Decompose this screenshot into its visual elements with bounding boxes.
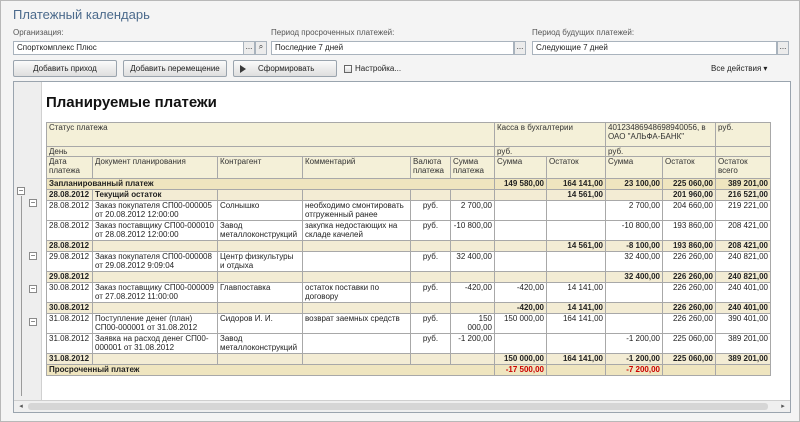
cell-bank-balance: 225 060,00 — [663, 334, 716, 354]
col-balance-total: Остаток всего — [716, 157, 771, 179]
col-document: Документ планирования — [93, 157, 218, 179]
cell-contractor — [218, 303, 303, 314]
cell-amount — [451, 354, 495, 365]
play-icon — [240, 65, 246, 73]
overdue-label: Период просроченных платежей: — [271, 28, 395, 37]
grouping-gutter — [14, 82, 42, 400]
generate-button[interactable] — [233, 60, 337, 77]
cell-contractor: Завод металлоконструкций — [218, 334, 303, 354]
org-label: Организация: — [13, 28, 64, 37]
cell-cash-balance — [547, 201, 606, 221]
cell-document: Заказ поставщику СП00-000010 от 28.08.2012 12:00:00 — [93, 221, 218, 241]
col-blank — [716, 147, 771, 157]
cell-currency — [411, 241, 451, 252]
col-bank-sum: Сумма — [606, 157, 663, 179]
cell-bank-balance: 193 860,00 — [663, 221, 716, 241]
collapse-icon[interactable]: − — [18, 186, 24, 195]
cell-document: Заказ поставщику СП00-000009 от 27.08.2012 11:00:00 — [93, 283, 218, 303]
cell-comment — [303, 303, 411, 314]
cell-bank-sum: 32 400,00 — [606, 272, 663, 283]
cell-document: Текущий остаток — [93, 190, 218, 201]
group-row[interactable] — [47, 190, 771, 201]
cell-cash-sum: 150 000,00 — [495, 354, 547, 365]
cell-bank-balance: 204 660,00 — [663, 201, 716, 221]
cell-balance-total: 208 421,00 — [716, 221, 771, 241]
cell-contractor: Завод металлоконструкций — [218, 221, 303, 241]
cell-contractor: Центр физкультуры и отдыха — [218, 252, 303, 272]
col-rub: руб. — [716, 123, 771, 147]
window-title: Платежный календарь — [13, 7, 150, 22]
cell-currency: руб. — [411, 334, 451, 354]
cell-cash-balance — [547, 272, 606, 283]
cell-date: 28.08.2012 — [47, 221, 93, 241]
report-area — [13, 81, 791, 413]
cell-currency — [411, 272, 451, 283]
group-row[interactable] — [47, 303, 771, 314]
cell-contractor — [218, 354, 303, 365]
cell-document — [93, 241, 218, 252]
collapse-icon[interactable]: − — [30, 251, 36, 260]
cell-currency: руб. — [411, 283, 451, 303]
col-amount: Сумма платежа — [451, 157, 495, 179]
scroll-thumb[interactable] — [28, 403, 768, 410]
select-icon: ... — [516, 42, 524, 51]
cell-balance-total: 389 201,00 — [716, 179, 771, 190]
cell-cash-sum: -17 500,00 — [495, 365, 547, 376]
cell-comment — [303, 354, 411, 365]
cell-balance-total: 389 201,00 — [716, 354, 771, 365]
table-row[interactable] — [47, 314, 771, 334]
future-label: Период будущих платежей: — [532, 28, 635, 37]
cell-amount: 32 400,00 — [451, 252, 495, 272]
group-row[interactable] — [47, 272, 771, 283]
col-cash-balance: Остаток — [547, 157, 606, 179]
cell-bank-balance: 225 060,00 — [663, 179, 716, 190]
settings-icon — [344, 65, 352, 73]
cell-amount: -420,00 — [451, 283, 495, 303]
table-row[interactable] — [47, 221, 771, 241]
cell-balance-total: 240 401,00 — [716, 283, 771, 303]
group-label: Запланированный платеж — [47, 179, 495, 190]
cell-cash-balance: 164 141,00 — [547, 314, 606, 334]
cell-cash-sum — [495, 190, 547, 201]
cell-cash-balance: 164 141,00 — [547, 354, 606, 365]
scroll-right-icon[interactable]: ▸ — [781, 403, 785, 410]
cell-bank-balance: 226 260,00 — [663, 283, 716, 303]
cell-bank-balance: 226 260,00 — [663, 314, 716, 334]
group-row[interactable] — [47, 354, 771, 365]
group-row[interactable] — [47, 241, 771, 252]
org-search-button[interactable] — [255, 41, 267, 55]
cell-comment — [303, 334, 411, 354]
cell-document — [93, 354, 218, 365]
generate-button-label: Сформировать — [258, 64, 315, 73]
cell-balance-total — [716, 365, 771, 376]
cell-bank-sum: 2 700,00 — [606, 201, 663, 221]
group-row[interactable] — [47, 365, 771, 376]
cell-balance-total: 208 421,00 — [716, 241, 771, 252]
cell-document: Заказ покупателя СП00-000005 от 20.08.2012 12:00:00 — [93, 201, 218, 221]
cell-amount: -10 800,00 — [451, 221, 495, 241]
header-row-day — [47, 147, 771, 157]
cell-cash-sum — [495, 221, 547, 241]
all-actions-menu[interactable] — [711, 60, 767, 77]
cell-cash-balance: 14 141,00 — [547, 283, 606, 303]
group-label: Просроченный платеж — [47, 365, 495, 376]
header-row-status — [47, 123, 771, 147]
cell-amount: 150 000,00 — [451, 314, 495, 334]
col-date: Дата платежа — [47, 157, 93, 179]
cell-cash-sum: 150 000,00 — [495, 314, 547, 334]
search-icon: ⌕ — [258, 42, 264, 51]
cell-document: Заявка на расход денег СП00-000001 от 31.08.2012 — [93, 334, 218, 354]
tree-line — [21, 196, 22, 396]
cell-comment — [303, 190, 411, 201]
cell-currency: руб. — [411, 201, 451, 221]
col-bank: 40123486948698940056, в ОАО "АЛЬФА-БАНК" — [606, 123, 716, 147]
future-field[interactable]: Следующие 7 дней — [532, 41, 777, 55]
cell-cash-balance — [547, 334, 606, 354]
cell-cash-balance: 14 141,00 — [547, 303, 606, 314]
cell-cash-sum — [495, 272, 547, 283]
cell-comment: возврат заемных средств — [303, 314, 411, 334]
cell-bank-sum — [606, 190, 663, 201]
col-comment: Комментарий — [303, 157, 411, 179]
cell-bank-balance — [663, 365, 716, 376]
overdue-select-button[interactable] — [514, 41, 526, 55]
cell-currency — [411, 190, 451, 201]
cell-date: 28.08.2012 — [47, 241, 93, 252]
cell-bank-sum — [606, 303, 663, 314]
cell-cash-sum: -420,00 — [495, 303, 547, 314]
all-actions-label: Все действия — [711, 64, 762, 73]
cell-bank-sum: 23 100,00 — [606, 179, 663, 190]
cell-amount — [451, 241, 495, 252]
cell-comment — [303, 252, 411, 272]
cell-comment — [303, 272, 411, 283]
cell-bank-balance: 226 260,00 — [663, 272, 716, 283]
cell-bank-sum — [606, 283, 663, 303]
dropdown-arrow-icon: ▾ — [763, 64, 768, 73]
group-row[interactable] — [47, 179, 771, 190]
cell-bank-balance: 226 260,00 — [663, 252, 716, 272]
cell-bank-balance: 201 960,00 — [663, 190, 716, 201]
cell-cash-balance — [547, 221, 606, 241]
add-income-button[interactable]: Добавить приход — [13, 60, 117, 77]
settings-button[interactable] — [344, 60, 401, 77]
cell-amount: 2 700,00 — [451, 201, 495, 221]
cell-cash-sum: 149 580,00 — [495, 179, 547, 190]
cell-cash-balance: 164 141,00 — [547, 179, 606, 190]
cell-date: 29.08.2012 — [47, 252, 93, 272]
cell-contractor — [218, 190, 303, 201]
cell-document — [93, 303, 218, 314]
collapse-icon[interactable]: − — [30, 198, 36, 207]
select-icon: ... — [245, 42, 253, 51]
col-cash-rub: руб. — [495, 147, 606, 157]
cell-balance-total: 216 521,00 — [716, 190, 771, 201]
cell-bank-sum: -7 200,00 — [606, 365, 663, 376]
cell-date: 31.08.2012 — [47, 354, 93, 365]
cell-contractor — [218, 272, 303, 283]
cell-balance-total: 389 201,00 — [716, 334, 771, 354]
overdue-field[interactable]: Последние 7 дней — [271, 41, 514, 55]
cell-amount — [451, 190, 495, 201]
cell-date: 28.08.2012 — [47, 201, 93, 221]
table-row[interactable] — [47, 201, 771, 221]
col-status: Статус платежа — [47, 123, 495, 147]
cell-date: 30.08.2012 — [47, 283, 93, 303]
collapse-icon[interactable]: − — [30, 284, 36, 293]
cell-bank-sum: -1 200,00 — [606, 334, 663, 354]
table-row[interactable] — [47, 334, 771, 354]
cell-contractor: Солнышко — [218, 201, 303, 221]
add-transfer-button[interactable]: Добавить перемещение — [123, 60, 227, 77]
cell-balance-total: 240 821,00 — [716, 252, 771, 272]
cell-cash-balance: 14 561,00 — [547, 241, 606, 252]
cell-bank-sum: 32 400,00 — [606, 252, 663, 272]
col-cash-sum: Сумма — [495, 157, 547, 179]
col-day: День — [47, 147, 495, 157]
cell-date: 31.08.2012 — [47, 334, 93, 354]
cell-currency: руб. — [411, 314, 451, 334]
cell-cash-balance — [547, 252, 606, 272]
cell-balance-total: 240 401,00 — [716, 303, 771, 314]
cell-comment — [303, 241, 411, 252]
table-row[interactable] — [47, 283, 771, 303]
table-row[interactable] — [47, 252, 771, 272]
cell-amount: -1 200,00 — [451, 334, 495, 354]
cell-currency: руб. — [411, 221, 451, 241]
cell-date: 31.08.2012 — [47, 314, 93, 334]
cell-cash-sum — [495, 252, 547, 272]
header-row-columns — [47, 157, 771, 179]
collapse-icon[interactable]: − — [30, 317, 36, 326]
cell-date: 30.08.2012 — [47, 303, 93, 314]
cell-bank-balance: 193 860,00 — [663, 241, 716, 252]
cell-currency — [411, 354, 451, 365]
col-currency: Валюта платежа — [411, 157, 451, 179]
cell-amount — [451, 303, 495, 314]
future-select-button[interactable] — [777, 41, 789, 55]
cell-date: 28.08.2012 — [47, 190, 93, 201]
cell-bank-balance: 225 060,00 — [663, 354, 716, 365]
cell-cash-balance: 14 561,00 — [547, 190, 606, 201]
cell-bank-sum: -10 800,00 — [606, 221, 663, 241]
cell-comment: необходимо смонтировать отгруженный ранее — [303, 201, 411, 221]
org-select-button[interactable] — [243, 41, 255, 55]
cell-balance-total: 219 221,00 — [716, 201, 771, 221]
select-icon: ... — [779, 42, 787, 51]
cell-bank-balance: 226 260,00 — [663, 303, 716, 314]
cell-cash-sum — [495, 241, 547, 252]
cell-balance-total: 390 401,00 — [716, 314, 771, 334]
cell-bank-sum: -8 100,00 — [606, 241, 663, 252]
cell-comment: закупка недостающих на складе качелей — [303, 221, 411, 241]
cell-cash-sum — [495, 201, 547, 221]
report-heading: Планируемые платежи — [46, 94, 217, 111]
cell-date: 29.08.2012 — [47, 272, 93, 283]
scroll-left-icon[interactable]: ◂ — [19, 403, 23, 410]
cell-bank-sum: -1 200,00 — [606, 354, 663, 365]
cell-document: Заказ покупателя СП00-000008 от 29.08.2012 9:09:04 — [93, 252, 218, 272]
org-field[interactable]: Спорткомплекс Плюс — [13, 41, 253, 55]
cell-amount — [451, 272, 495, 283]
settings-button-label: Настройка... — [355, 64, 402, 73]
cell-document — [93, 272, 218, 283]
cell-contractor — [218, 241, 303, 252]
cell-contractor: Главпоставка — [218, 283, 303, 303]
cell-balance-total: 240 821,00 — [716, 272, 771, 283]
cell-cash-balance — [547, 365, 606, 376]
cell-currency — [411, 303, 451, 314]
col-contractor: Контрагент — [218, 157, 303, 179]
cell-comment: остаток поставки по договору — [303, 283, 411, 303]
cell-cash-sum: -420,00 — [495, 283, 547, 303]
payments-table — [46, 122, 771, 376]
cell-document: Поступление денег (план) СП00-000001 от 31.08.2012 — [93, 314, 218, 334]
col-bank-balance: Остаток — [663, 157, 716, 179]
cell-cash-sum — [495, 334, 547, 354]
cell-bank-sum — [606, 314, 663, 334]
horizontal-scrollbar[interactable] — [14, 400, 790, 412]
col-bank-rub: руб. — [606, 147, 716, 157]
cell-contractor: Сидоров И. И. — [218, 314, 303, 334]
col-cash: Касса в бухгалтерии — [495, 123, 606, 147]
cell-currency: руб. — [411, 252, 451, 272]
